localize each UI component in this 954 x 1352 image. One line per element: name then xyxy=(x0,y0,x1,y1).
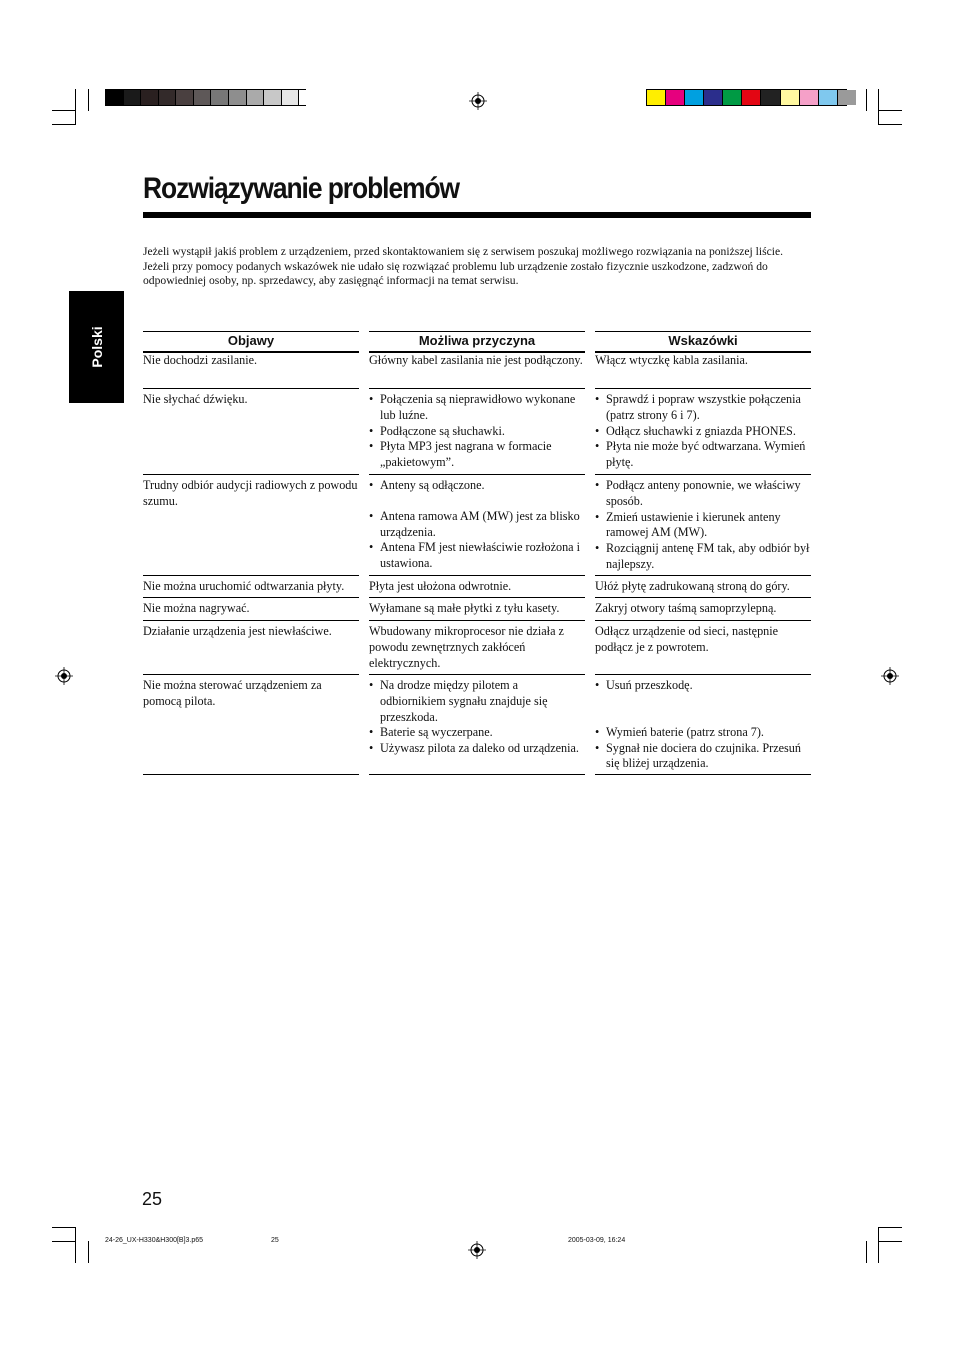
cause-item: • Płyta MP3 jest nagrana w formacie „pakietowym”. xyxy=(369,439,585,471)
color-swatch xyxy=(175,90,193,105)
crop-mark xyxy=(52,1227,76,1228)
symptom-cell xyxy=(143,576,359,598)
color-swatch xyxy=(123,90,141,105)
symptom-text: Trudny odbiór audycji radiowych z powodu szumu. xyxy=(143,478,358,508)
intro-paragraph: Jeżeli przy pomocy podanych wskazówek nie udało się rozwiązać problemu lub urządzenie zostało fizycznie uszkodzone, zadzwoń do odpowiedniej osoby, np. sprzedawcy, aby zasięgnąć informacji na temat serwisu. xyxy=(143,259,768,287)
remedy-cell xyxy=(595,389,811,475)
color-swatch xyxy=(228,90,246,105)
color-swatch xyxy=(799,90,818,105)
remedy-text: Odłącz urządzenie od sieci, następnie podłącz je z powrotem. xyxy=(595,624,779,654)
remedy-text: Zakryj otwory taśmą samoprzylepną. xyxy=(595,601,777,615)
crop-mark xyxy=(52,124,76,125)
cause-text: Główny kabel zasilania nie jest podłączony. xyxy=(369,353,583,367)
remedy-text: Ułóż płytę zadrukowaną stroną do góry. xyxy=(595,579,790,593)
color-swatch xyxy=(647,90,665,105)
remedy-cell xyxy=(595,598,811,621)
symptom-cell xyxy=(143,389,359,475)
footer-date: 2005-03-09, 16:24 xyxy=(568,1237,626,1244)
process-color-bar xyxy=(646,89,847,106)
crop-mark xyxy=(878,1227,902,1228)
symptom-cell xyxy=(143,350,359,389)
crop-mark xyxy=(75,89,76,125)
color-swatch xyxy=(703,90,722,105)
color-swatch xyxy=(158,90,176,105)
intro-text xyxy=(143,245,813,289)
color-swatch xyxy=(760,90,779,105)
color-swatch xyxy=(106,90,123,105)
crop-mark xyxy=(866,89,867,111)
remedy-cell xyxy=(595,621,811,675)
registration-mark-icon xyxy=(468,1241,486,1259)
symptom-cell xyxy=(143,621,359,675)
symptom-cell xyxy=(143,475,359,576)
color-swatch xyxy=(246,90,264,105)
crop-mark xyxy=(88,89,89,111)
crop-mark xyxy=(52,1241,76,1242)
color-swatch xyxy=(741,90,760,105)
cause-item: • Antena FM jest niewłaściwie rozłożona i ustawiona. xyxy=(369,540,585,572)
color-swatch xyxy=(780,90,799,105)
registration-mark-icon xyxy=(881,667,899,685)
cause-cell xyxy=(369,598,585,621)
color-swatch xyxy=(818,90,837,105)
crop-mark xyxy=(878,124,902,125)
remedy-item: • Podłącz anteny ponownie, we właściwy sposób. xyxy=(595,478,811,510)
cause-item: • Podłączone są słuchawki. xyxy=(369,424,585,440)
title-rule xyxy=(143,212,811,218)
cause-item: • Anteny są odłączone. xyxy=(369,478,585,494)
page-number: 25 xyxy=(142,1189,163,1209)
cause-item: • Używasz pilota za daleko od urządzenia. xyxy=(369,741,585,757)
color-swatch xyxy=(263,90,281,105)
column-header-symptoms: Objawy xyxy=(143,331,359,353)
symptom-cell xyxy=(143,675,359,775)
crop-mark xyxy=(75,1227,76,1263)
symptom-text: Nie słychać dźwięku. xyxy=(143,392,248,406)
remedy-cell xyxy=(595,475,811,576)
symptom-text: Działanie urządzenia jest niewłaściwe. xyxy=(143,624,332,638)
crop-mark xyxy=(866,1241,867,1263)
cause-text: Płyta jest ułożona odwrotnie. xyxy=(369,579,512,593)
color-swatch xyxy=(281,90,299,105)
remedy-text: Włącz wtyczkę kabla zasilania. xyxy=(595,353,748,367)
color-swatch xyxy=(722,90,741,105)
color-swatch xyxy=(140,90,158,105)
symptom-text: Nie można sterować urządzeniem za pomocą pilota. xyxy=(143,678,322,708)
remedy-item: • Sygnał nie dociera do czujnika. Przesuń się bliżej urządzenia. xyxy=(595,741,811,773)
remedy-item: • Usuń przeszkodę. xyxy=(595,678,811,694)
crop-mark xyxy=(878,110,902,111)
remedy-cell xyxy=(595,576,811,598)
remedy-item: • Zmień ustawienie i kierunek anteny ramowej AM (MW). xyxy=(595,510,811,542)
cause-cell xyxy=(369,576,585,598)
language-tab-label: Polski xyxy=(88,326,105,368)
registration-mark-icon xyxy=(55,667,73,685)
cause-cell xyxy=(369,475,585,576)
remedy-cell xyxy=(595,675,811,775)
cause-text: Wyłamane są małe płytki z tyłu kasety. xyxy=(369,601,560,615)
color-swatch xyxy=(193,90,211,105)
cause-item: • Na drodze między pilotem a odbiornikiem sygnału znajduje się przeszkoda. xyxy=(369,678,585,725)
cause-item: • Antena ramowa AM (MW) jest za blisko urządzenia. xyxy=(369,509,585,541)
cause-cell xyxy=(369,675,585,775)
page-title: Rozwiązywanie problemów xyxy=(143,172,460,205)
color-swatch xyxy=(210,90,228,105)
cause-cell xyxy=(369,621,585,675)
remedy-item: • Odłącz słuchawki z gniazda PHONES. xyxy=(595,424,811,440)
symptom-text: Nie można nagrywać. xyxy=(143,601,250,615)
cause-cell xyxy=(369,350,585,389)
language-tab xyxy=(69,291,124,403)
remedy-cell xyxy=(595,350,811,389)
color-swatch xyxy=(684,90,703,105)
grayscale-color-bar xyxy=(105,89,306,106)
cause-item: • Połączenia są nieprawidłowo wykonane lub luźne. xyxy=(369,392,585,424)
crop-mark xyxy=(52,110,76,111)
footer-filename: 24-26_UX-H330&H300[B]3.p65 xyxy=(105,1237,204,1244)
remedy-item: • Płyta nie może być odtwarzana. Wymień płytę. xyxy=(595,439,811,471)
cause-item: • Baterie są wyczerpane. xyxy=(369,725,585,741)
color-swatch xyxy=(665,90,684,105)
remedy-item: • Wymień baterie (patrz strona 7). xyxy=(595,725,811,741)
registration-mark-icon xyxy=(469,92,487,110)
cause-cell xyxy=(369,389,585,475)
color-swatch xyxy=(837,90,856,105)
crop-mark xyxy=(88,1241,89,1263)
column-header-causes: Możliwa przyczyna xyxy=(369,331,585,353)
column-header-remedies: Wskazówki xyxy=(595,331,811,353)
symptom-cell xyxy=(143,598,359,621)
crop-mark xyxy=(878,1227,879,1263)
remedy-item: • Sprawdź i popraw wszystkie połączenia (patrz strony 6 i 7). xyxy=(595,392,811,424)
crop-mark xyxy=(878,1241,902,1242)
remedy-item: • Rozciągnij antenę FM tak, aby odbiór był najlepszy. xyxy=(595,541,811,573)
cause-text: Wbudowany mikroprocesor nie działa z powodu zewnętrznych zakłóceń elektrycznych. xyxy=(369,624,564,670)
symptom-text: Nie dochodzi zasilanie. xyxy=(143,353,258,367)
footer-page: 25 xyxy=(271,1237,279,1244)
symptom-text: Nie można uruchomić odtwarzania płyty. xyxy=(143,579,345,593)
color-swatch xyxy=(298,90,316,105)
crop-mark xyxy=(878,89,879,125)
intro-paragraph: Jeżeli wystąpił jakiś problem z urządzeniem, przed skontaktowaniem się z serwisem poszukaj możliwego rozwiązania na poniższej liście. xyxy=(143,245,784,258)
